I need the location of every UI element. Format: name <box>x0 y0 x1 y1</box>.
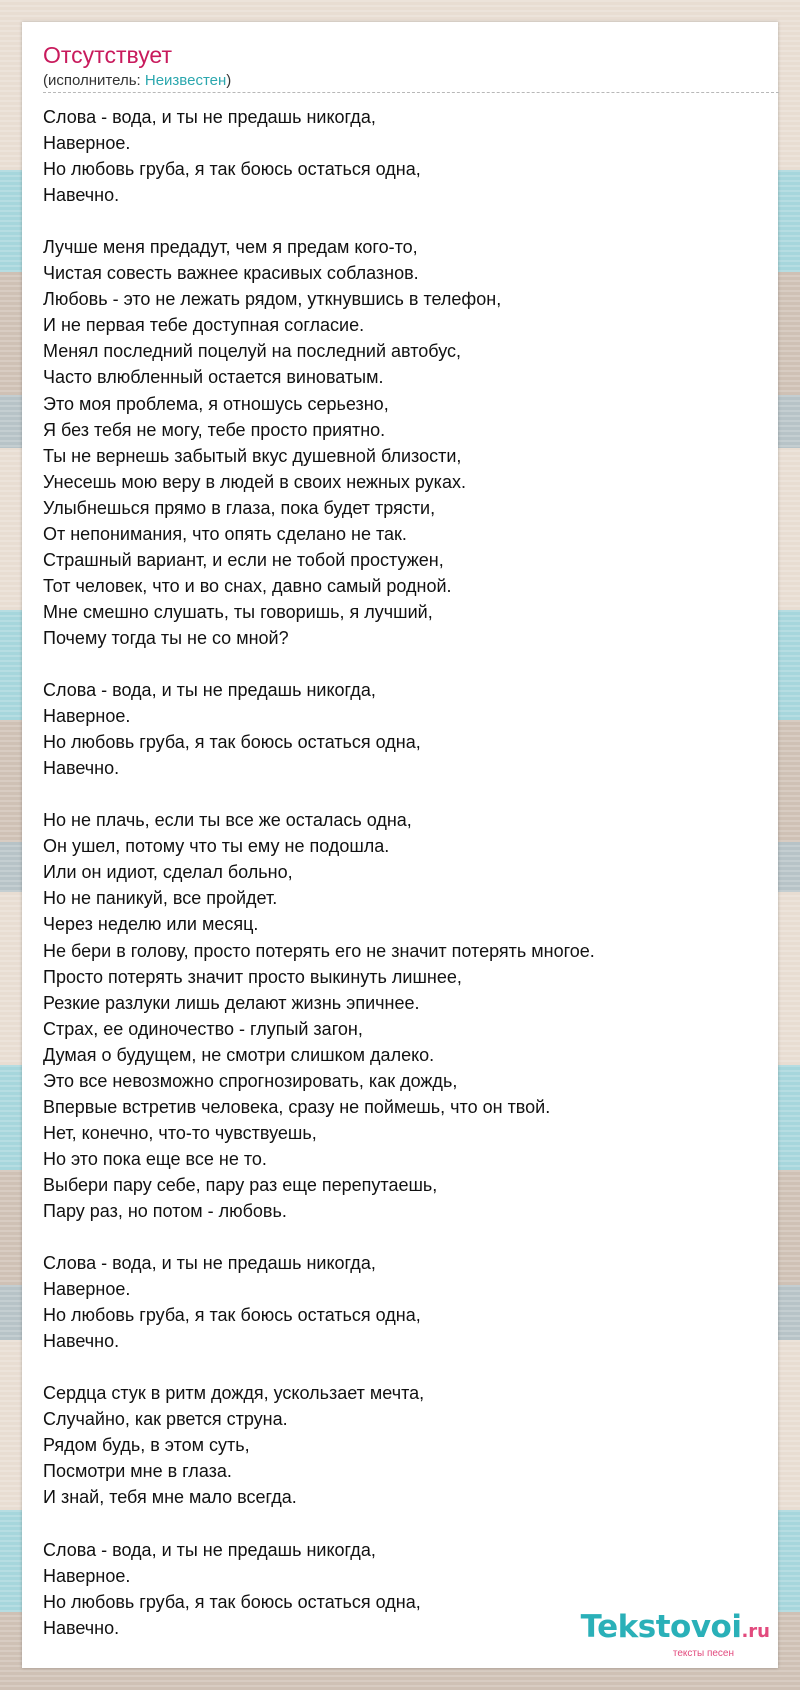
lyrics-line: Не бери в голову, просто потерять его не значит потерять многое. <box>43 940 595 961</box>
lyrics-line: Или он идиот, сделал больно, <box>43 862 293 883</box>
lyrics-line: Навечно. <box>43 1617 120 1638</box>
lyrics-line: Слова - вода, и ты не предашь никогда, <box>43 680 376 701</box>
lyrics-line: Чистая совесть важнее красивых соблазнов. <box>43 263 419 284</box>
song-title: Отсутствует <box>43 42 172 68</box>
lyrics-text <box>43 104 768 1641</box>
lyrics-blank-line <box>43 208 768 234</box>
lyrics-line: Сердца стук в ритм дождя, ускользает мечта, <box>43 1383 425 1404</box>
lyrics-line: Впервые встретив человека, сразу не поймешь, что он твой. <box>43 1096 551 1117</box>
lyrics-line: Посмотри мне в глаза. <box>43 1461 232 1482</box>
lyrics-line: Тот человек, что и во снах, давно самый родной. <box>43 575 452 596</box>
lyrics-line: Но не плачь, если ты все же осталась одна, <box>43 810 412 831</box>
lyrics-card <box>22 22 778 1668</box>
lyrics-line: Нет, конечно, что-то чувствуешь, <box>43 1122 317 1143</box>
lyrics-line: Просто потерять значит просто выкинуть лишнее, <box>43 966 462 987</box>
lyrics-line: Но любовь груба, я так боюсь остаться одна, <box>43 1591 421 1612</box>
lyrics-line: Но не паникуй, все пройдет. <box>43 888 278 909</box>
lyrics-line: Лучше меня предадут, чем я предам кого-то, <box>43 237 418 258</box>
artist-line <box>43 72 231 89</box>
lyrics-line: Улыбнешься прямо в глаза, пока будет трясти, <box>43 497 436 518</box>
lyrics-blank-line <box>43 1354 768 1380</box>
lyrics-line: Я без тебя не могу, тебе просто приятно. <box>43 419 386 440</box>
lyrics-line: Слова - вода, и ты не предашь никогда, <box>43 1539 376 1560</box>
lyrics-line: Но любовь груба, я так боюсь остаться одна, <box>43 1305 421 1326</box>
lyrics-line: Через неделю или месяц. <box>43 914 259 935</box>
artist-link[interactable]: Неизвестен <box>144 72 227 89</box>
lyrics-line: От непонимания, что опять сделано не так. <box>43 523 407 544</box>
lyrics-line: Наверное. <box>43 1565 131 1586</box>
lyrics-line: Но это пока еще все не то. <box>43 1148 267 1169</box>
lyrics-line: Часто влюбленный остается виноватым. <box>43 367 384 388</box>
artist-suffix: ) <box>226 72 232 89</box>
lyrics-line: Страшный вариант, и если не тобой простужен, <box>43 549 444 570</box>
lyrics-line: Ты не вернешь забытый вкус душевной близости, <box>43 445 462 466</box>
lyrics-line: Это моя проблема, я отношусь серьезно, <box>43 393 389 414</box>
title-divider <box>43 92 779 93</box>
lyrics-line: Любовь - это не лежать рядом, уткнувшись в телефон, <box>43 289 502 310</box>
logo-tld: .ru <box>741 1621 770 1642</box>
lyrics-blank-line <box>43 1511 768 1537</box>
lyrics-line: Мне смешно слушать, ты говоришь, я лучший, <box>43 601 433 622</box>
logo-tagline: тексты песен <box>672 1648 734 1659</box>
lyrics-line: Но любовь груба, я так боюсь остаться одна, <box>43 159 421 180</box>
lyrics-line: Унесешь мою веру в людей в своих нежных руках. <box>43 471 466 492</box>
lyrics-blank-line <box>43 1224 768 1250</box>
lyrics-line: Наверное. <box>43 1279 131 1300</box>
lyrics-line: Менял последний поцелуй на последний автобус, <box>43 341 461 362</box>
lyrics-line: Навечно. <box>43 1331 120 1352</box>
lyrics-line: Пару раз, но потом - любовь. <box>43 1200 287 1221</box>
lyrics-line: Страх, ее одиночество - глупый загон, <box>43 1018 363 1039</box>
logo-main-text: Tekstovoi <box>580 1609 742 1645</box>
lyrics-line: И не первая тебе доступная согласие. <box>43 315 365 336</box>
lyrics-line: Слова - вода, и ты не предашь никогда, <box>43 1253 376 1274</box>
lyrics-line: Рядом будь, в этом суть, <box>43 1435 250 1456</box>
lyrics-line: Почему тогда ты не со мной? <box>43 627 289 648</box>
lyrics-line: Но любовь груба, я так боюсь остаться одна, <box>43 732 421 753</box>
lyrics-line: Это все невозможно спрогнозировать, как дождь, <box>43 1070 458 1091</box>
logo-wordmark <box>581 1611 770 1648</box>
lyrics-line: И знай, тебя мне мало всегда. <box>43 1487 297 1508</box>
lyrics-line: Думая о будущем, не смотри слишком далеко. <box>43 1044 435 1065</box>
lyrics-line: Выбери пару себе, пару раз еще перепутаешь, <box>43 1174 438 1195</box>
lyrics-blank-line <box>43 781 768 807</box>
lyrics-line: Наверное. <box>43 133 131 154</box>
lyrics-line: Навечно. <box>43 185 120 206</box>
lyrics-line: Резкие разлуки лишь делают жизнь эпичнее. <box>43 992 420 1013</box>
site-logo[interactable] <box>581 1611 770 1660</box>
lyrics-line: Слова - вода, и ты не предашь никогда, <box>43 107 376 127</box>
artist-prefix: (исполнитель: <box>43 72 145 89</box>
lyrics-line: Он ушел, потому что ты ему не подошла. <box>43 836 390 857</box>
lyrics-line: Наверное. <box>43 706 131 727</box>
lyrics-line: Навечно. <box>43 758 120 779</box>
lyrics-blank-line <box>43 651 768 677</box>
lyrics-line: Случайно, как рвется струна. <box>43 1409 288 1430</box>
